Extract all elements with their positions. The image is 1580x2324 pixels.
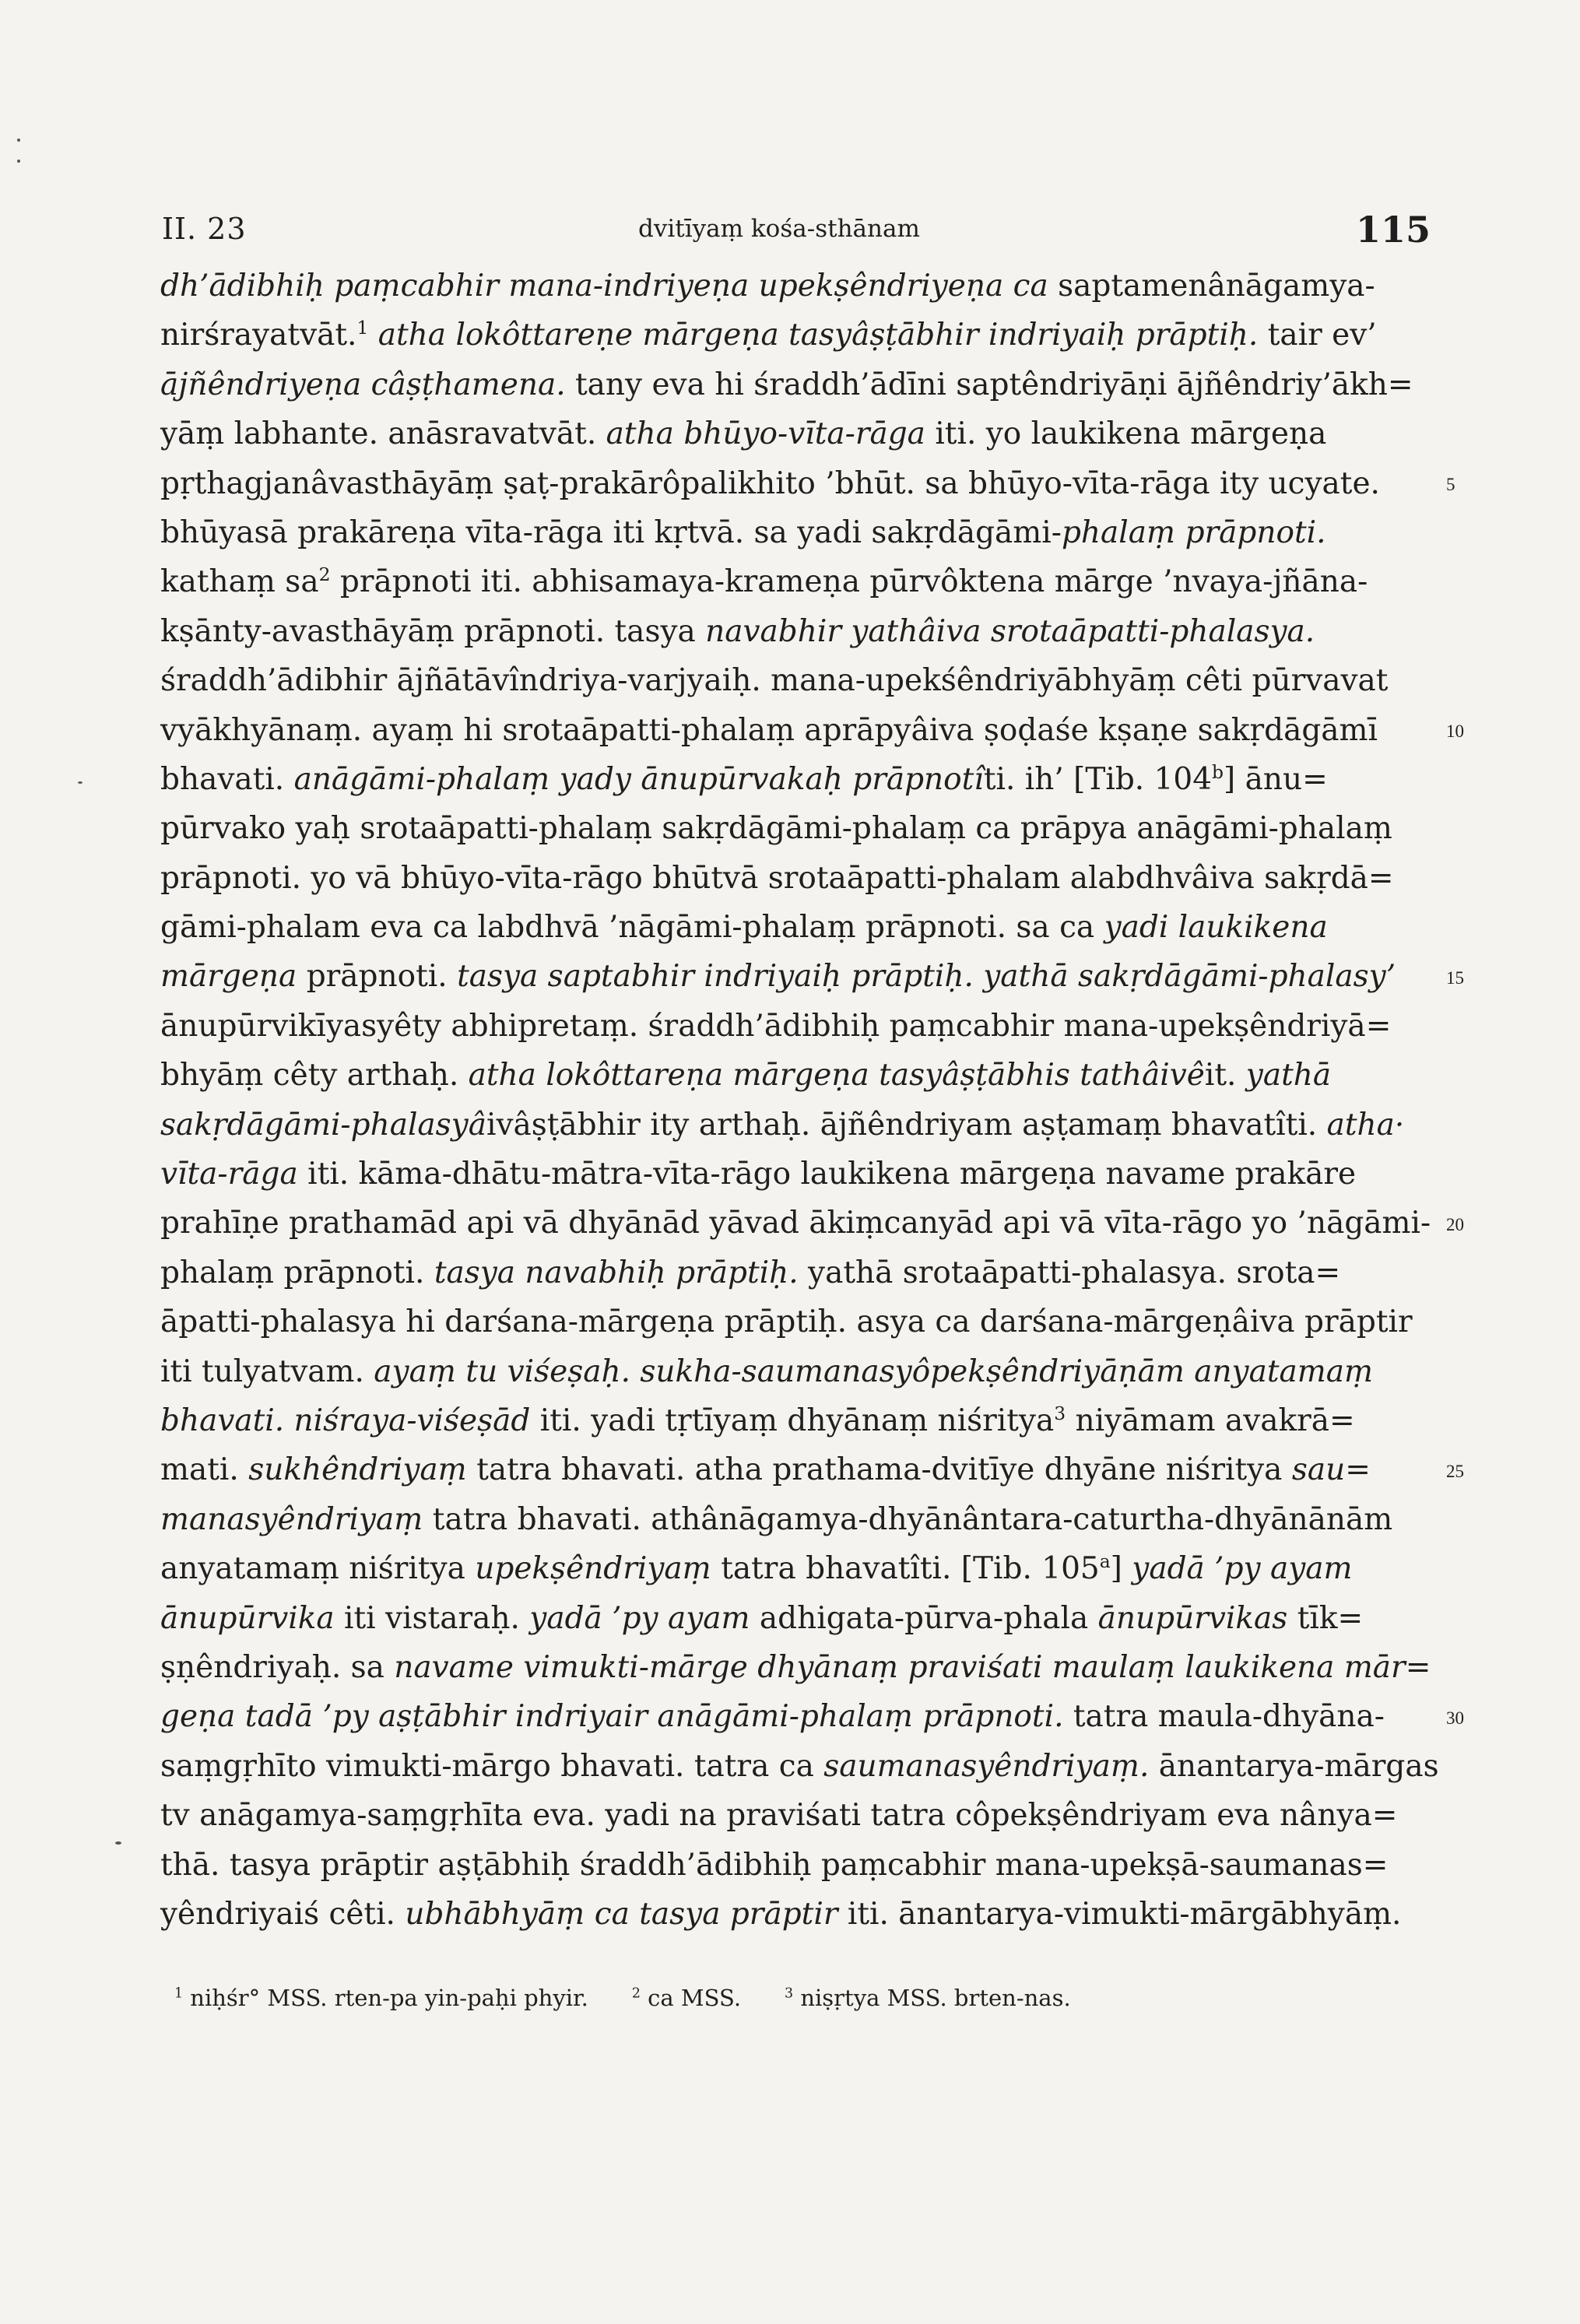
text-run: tatra maula-dhyāna- [1063,1699,1385,1735]
footnote-ref: b [1212,760,1224,783]
text-line [160,1791,1406,1840]
text-run: saptamenânāgamya- [1048,269,1375,304]
italic-text: ānupūrvika [160,1600,335,1636]
text-line [160,607,1406,656]
footnote [785,1985,1071,2011]
text-run: adhigata-pūrva-phala [750,1600,1098,1636]
line-number: 15 [1446,967,1464,988]
text-line [160,1002,1406,1051]
text-run: tair ev’ [1258,318,1377,353]
text-line [160,1199,1431,1248]
text-run: āpatti-phalasya hi darśana-mārgeṇa prāptiḥ. asya ca darśana-mārgeṇâiva prāptir [160,1304,1413,1340]
text-run: it. [1204,1058,1246,1094]
text-line [160,1643,1431,1692]
italic-text: dh’ādibhiḥ paṃcabhir mana-indriyeṇa upekṣêndriyeṇa ca [160,269,1048,304]
text-run: kṣānty-avasthāyāṃ prāpnoti. tasya [160,613,706,649]
italic-text: tasya navabhiḥ prāptiḥ. [434,1255,799,1290]
text-run: niyāmam avakrā= [1066,1402,1355,1438]
italic-text: sukhêndriyaṃ [248,1452,467,1488]
text-line [160,706,1406,755]
text-line [160,755,1406,804]
text-run: prāpnoti. [297,959,458,995]
italic-text: tasya saptabhir indriyaiḥ prāptiḥ. yathā sakṛdāgāmi-phalasy’ [457,959,1396,995]
scan-speck [78,781,83,784]
text-line [160,1544,1406,1593]
text-run: yathā srotaāpatti-phalasya. srota= [798,1255,1341,1290]
text-line [160,1248,1406,1297]
italic-text: yadā ’py ayam [1132,1551,1353,1587]
text-run: bhyāṃ cêty arthaḥ. [160,1058,469,1094]
text-line [160,1445,1406,1494]
text-run: iti. yo laukikena mārgeṇa [925,416,1327,452]
text-run: tany eva hi śraddh’ādīni saptêndriyāṇi ājñêndriy’ākh= [565,367,1413,402]
text-line [160,311,1406,360]
text-line [160,1396,1406,1445]
text-run: phalaṃ prāpnoti. [160,1255,434,1290]
footnote-text: niṣṛtya MSS. brten-nas. [793,1985,1071,2011]
footnote-text: niḥśr° MSS. rten-pa yin-paḥi phyir. [183,1985,588,2011]
footnotes [174,1985,1115,2011]
text-run: thā. tasya prāptir aṣṭābhiḥ śraddh’ādibhiḥ paṃcabhir mana-upekṣā-saumanas= [160,1847,1389,1883]
italic-text: atha lokôttareṇa mārgeṇa tasyâṣṭābhis tathâivê [468,1058,1205,1094]
text-line [160,262,1406,311]
text-run: kathaṃ sa [160,564,319,600]
italic-text: sakṛdāgāmi-phalasyâ [160,1107,486,1143]
text-line [160,1841,1406,1890]
text-run: pṛthagjanâvasthāyāṃ ṣaṭ-prakārôpalikhito ’bhūt. sa bhūyo-vīta-rāga ity ucyate. [160,465,1380,501]
text-run: vyākhyānaṃ. ayaṃ hi srotaāpatti-phalaṃ aprāpyâiva ṣoḍaśe kṣaṇe sakṛdāgāmī [160,712,1378,748]
italic-text: yathā [1245,1058,1332,1094]
footnote-number: 3 [785,1985,794,2002]
italic-text: bhavati. niśraya-viśeṣād [160,1402,531,1438]
text-run: pūrvako yaḥ srotaāpatti-phalaṃ sakṛdāgāmi-phalaṃ ca prāpya anāgāmi-phalaṃ [160,811,1392,847]
running-title: dvitīyaṃ kośa-sthānam [638,215,920,243]
text-line [160,1692,1406,1741]
italic-text: atha· [1326,1107,1405,1143]
text-run: śraddh’ādibhir ājñātāvîndriya-varjyaiḥ. mana-upekśêndriyābhyāṃ cêti pūrvavat [160,663,1389,699]
page-number: 115 [1356,209,1431,251]
footnote-ref: 3 [1054,1402,1066,1424]
text-run: ti. ih’ [Tib. 104 [983,761,1213,797]
footnote-ref: 2 [318,563,331,586]
italic-text: manasyêndriyaṃ [160,1501,423,1537]
text-run: iti. yadi tṛtīyaṃ dhyānaṃ niśritya [530,1402,1055,1438]
line-number: 30 [1446,1708,1464,1728]
text-run: iti vistaraḥ. [334,1600,530,1636]
text-line [160,1742,1439,1791]
footnote-ref: a [1099,1550,1111,1573]
footnote [174,1985,588,2011]
section-number: II. 23 [162,212,247,246]
italic-text: yadā ’py ayam [529,1600,750,1636]
text-run: bhūyasā prakāreṇa vīta-rāga iti kṛtvā. sa yadi sakṛdāgāmi- [160,514,1062,550]
text-run: ] ānu= [1224,761,1328,797]
text-line [160,1347,1406,1396]
italic-text: geṇa tadā ’py aṣṭābhir indriyair anāgāmi-phalaṃ prāpnoti. [160,1699,1064,1735]
text-run: ānupūrvikīyasyêty abhipretaṃ. śraddh’ādibhiḥ paṃcabhir mana-upekṣêndriyā= [160,1008,1392,1044]
italic-text: vīta-rāga [160,1157,298,1192]
footnote-number: 2 [631,1985,641,2002]
text-run: tatra bhavati. athânāgamya-dhyānântara-caturtha-dhyānānām [423,1501,1393,1537]
text-line [160,557,1406,606]
text-line [160,1101,1406,1150]
text-run: tatra bhavatîti. [Tib. 105 [711,1551,1100,1587]
text-run: saṃgṛhīto vimukti-mārgo bhavati. tatra ca [160,1748,824,1784]
text-run: prāpnoti. yo vā bhūyo-vīta-rāgo bhūtvā srotaāpatti-phalam alabdhvâiva sakṛdā= [160,860,1394,896]
text-run: bhavati. [160,761,294,797]
text-run: ṣṇêndriyaḥ. sa [160,1649,395,1685]
text-line [160,459,1406,508]
line-number: 10 [1446,721,1464,741]
text-run: tatra bhavati. atha prathama-dvitīye dhyāne niśritya [466,1452,1292,1488]
text-line [160,508,1406,557]
text-line [160,1890,1406,1939]
text-line [160,1594,1406,1643]
text-line [160,1495,1406,1544]
italic-text: ubhābhyāṃ ca tasya prāptir [405,1896,838,1932]
text-run: yāṃ labhante. anāsravatvāt. [160,416,606,452]
text-run: iti tulyatvam. [160,1353,374,1389]
text-run: mati. [160,1452,249,1488]
text-run: tv anāgamya-saṃgṛhīta eva. yadi na praviśati tatra côpekṣêndriyam eva nânya= [160,1798,1398,1834]
italic-text: ayaṃ tu viśeṣaḥ. sukha-saumanasyôpekṣêndriyāṇām anyatamaṃ [374,1353,1374,1389]
text-line [160,854,1406,903]
italic-text: anāgāmi-phalaṃ yady ānupūrvakaḥ prāpnotî [293,761,984,797]
text-run: ānantarya-mārgas [1149,1748,1439,1784]
italic-text: saumanasyêndriyaṃ. [823,1748,1150,1784]
italic-text: phalaṃ prāpnoti. [1061,514,1326,550]
italic-text: upekṣêndriyaṃ [475,1551,711,1587]
body-text [160,262,1439,1939]
text-run: yêndriyaiś cêti. [160,1896,406,1932]
text-line [160,1297,1413,1346]
text-run: ivâṣṭābhir ity arthaḥ. ājñêndriyam aṣṭamaṃ bhavatîti. [486,1107,1327,1143]
line-number: 20 [1446,1214,1464,1234]
italic-text: yadi laukikena [1104,910,1328,946]
text-run: prāpnoti iti. abhisamaya-krameṇa pūrvôktena mārge ’nvaya-jñāna- [330,564,1368,600]
footnote-number: 1 [174,1985,184,2002]
scan-speck [17,139,20,142]
footnote [632,1985,741,2011]
text-line [160,952,1406,1001]
footnote-ref: 1 [356,317,369,339]
text-line [160,804,1406,853]
text-line [160,656,1406,705]
text-line [160,903,1406,952]
text-run: anyatamaṃ niśritya [160,1551,476,1587]
text-run: gāmi-phalam eva ca labdhvā ’nāgāmi-phalaṃ prāpnoti. sa ca [160,910,1104,946]
italic-text: navame vimukti-mārge dhyānaṃ praviśati maulaṃ laukikena mār= [394,1649,1431,1685]
text-run: ] [1110,1551,1132,1587]
scan-speck [115,1841,121,1845]
text-line [160,409,1406,458]
text-run [368,318,377,353]
scan-speck [17,160,20,163]
italic-text: atha bhūyo-vīta-rāga [606,416,925,452]
italic-text: ānupūrvikas [1097,1600,1288,1636]
text-run: tīk= [1287,1600,1364,1636]
text-line [160,1051,1406,1100]
line-number: 25 [1446,1461,1464,1481]
text-run: iti. kāma-dhātu-mātra-vīta-rāgo laukikena mārgeṇa navame prakāre [297,1157,1357,1192]
text-line [160,1150,1406,1199]
line-number: 5 [1446,474,1455,494]
text-line [160,360,1413,409]
italic-text: navabhir yathâiva srotaāpatti-phalasya. [705,613,1315,649]
text-run: prahīṇe prathamād api vā dhyānād yāvad ākiṃcanyād api vā vīta-rāgo yo ’nāgāmi- [160,1206,1431,1241]
text-run: iti. ānantarya-vimukti-mārgābhyāṃ. [837,1896,1402,1932]
italic-text: mārgeṇa [160,959,297,995]
italic-text: atha lokôttareṇe mārgeṇa tasyâṣṭābhir indriyaiḥ prāptiḥ. [377,318,1259,353]
text-run: nirśrayatvāt. [160,318,357,353]
italic-text: ājñêndriyeṇa câṣṭhamena. [160,367,566,402]
footnote-text: ca MSS. [640,1985,742,2011]
italic-text: sau= [1291,1452,1371,1488]
